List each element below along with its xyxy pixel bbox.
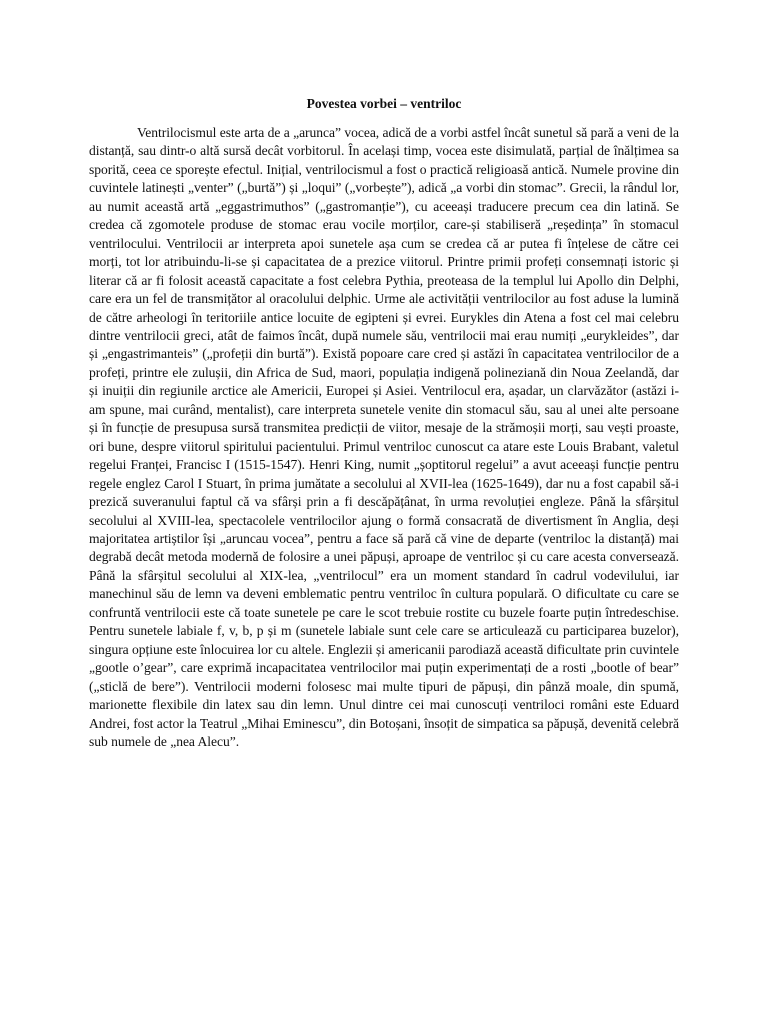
document-title: Povestea vorbei – ventriloc — [306, 96, 462, 111]
document-paragraph: Ventrilocismul este arta de a „arunca” vocea, adică de a vorbi astfel încât sunetul să pară a veni de la distanță, sau dintr-o altă sursă decât vorbitorul. În același timp, vocea este disimulată, parțial de înălțimea sa sporită, ceea ce sporește efectul. Inițial, ventrilocismul a fost o practică religioasă antică. Numele provine din cuvintele latinești „venter” („burtă”) și „loqui” („vorbește”), adică „a vorbi din stomac”. Grecii, la rândul lor, au numit această artă „eggastrimuthos” („gastromanție”), cu aceeași traducere precum cea din latină. Se credea că zgomotele produse de stomac erau vocile morților, care-și stabiliseră „reședința” în stomacul ventrilocului. Ventrilocii ar interpreta apoi sunetele așa cum se credea că ar putea fi înțelese de către cei morți, tot lor atribuindu-li-se și capacitatea de a prezice viitorul. Printre primii profeți consemnați istoric și literar că ar fi folosit această capacitate a fost celebra Pythia, preoteasa de la templul lui Apollo din Delphi, care era un fel de transmițător al oracolului delphic. Urme ale activității ventrilocilor au fost aduse la lumină de către arheologi în teritoriile antice locuite de egipteni și evrei. Eurykles din Atena a fost cel mai celebru dintre ventrilocii greci, atât de faimos încât, după numele său, ventrilocii mai erau numiți „eurykleides”, dar și „engastrimanteis” („profeții din burtă”). Există popoare care cred și astăzi în capacitatea ventrilocilor de a profeți, printre ele zulușii, din Africa de Sud, maori, populația indigenă polineziană din Noua Zeelandă, dar și inuiții din regiunile arctice ale Americii, Europei și Asiei. Ventrilocul era, așadar, un clarvăzător (astăzi i-am spune, mai curând, mentalist), care interpreta sunetele venite din stomacul său, sau al unei alte persoane și în funcție de presupusa sursă transmitea predicții de viitor, mesaje de la strămoșii morți, sau vești proaste, ori bune, despre viitorul spiritului pacientului. Primul ventriloc cunoscut ca atare este Louis Brabant, valetul regelui Franței, Francisc I (1515-1547). Henri King, numit „șoptitorul regelui” a avut aceeași funcție pentru regele englez Carol I Stuart, în prima jumătate a secolului al XVII-lea (1625-1649), dar nu a fost capabil să-i prezică suveranului faptul că va sfârși prin a fi descăpățânat, în urma revoluției engleze. Până la sfârșitul secolului al XVIII-lea, spectacolele ventrilocilor ajung o formă consacrată de divertisment în Anglia, deși majoritatea artiștilor își „aruncau vocea”, pentru a face să pară că vine de departe (ventriloc la distanță) mai degrabă decât metoda modernă de folosire a unei păpuși, aproape de ventriloc și cu care acesta conversează. Până la sfârșitul secolului al XIX-lea, „ventrilocul” era un moment standard în cadrul vodevilului, iar manechinul său de lemn va deveni emblematic pentru ventriloc în cultura populară. O dificultate cu care se confruntă ventrilocii este că toate sunetele pe care le scot trebuie rostite cu buzele foarte puțin întredeschise. Pentru sunetele labiale f, v, b, p și m (sunetele labiale sunt cele care se articulează cu participarea buzelor), singura opțiune este înlocuirea lor cu altele. Englezii și americanii parodiază această dificultate prin cuvintele „gootle o’gear”, care exprimă incapacitatea ventrilocilor mai puțin experimentați de a rosti „bootle of bear” („sticlă de bere”). Ventrilocii moderni folosesc mai multe tipuri de păpuși, din pânză moale, din spumă, marionette flexibile din latex sau din lemn. Unul dintre cei mai cunoscuți ventriloci români este Eduard Andrei, fost actor la Teatrul „Mihai Eminescu”, din Botoșani, însoțit de simpatica sa păpușă, devenită celebră sub numele de „nea Alecu”. — [89, 125, 679, 749]
document-page — [89, 95, 679, 751]
